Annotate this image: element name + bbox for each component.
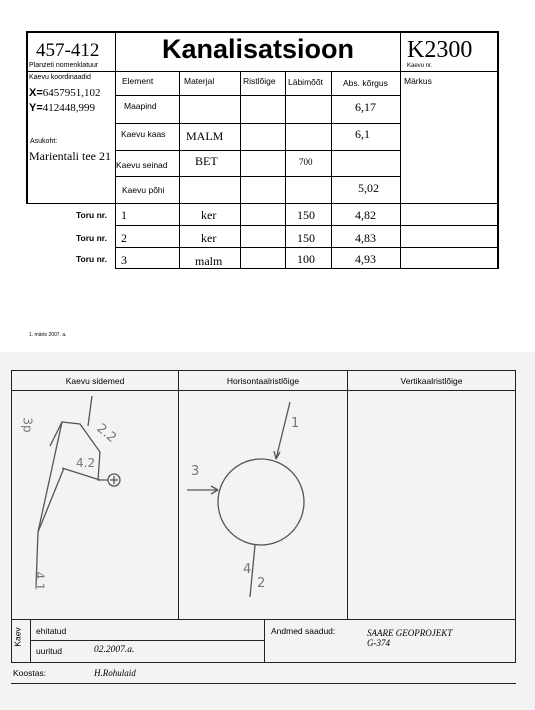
footer-surveyed-label: uuritud [36, 646, 62, 656]
footer-source-company: SAARE GEOPROJEKT [367, 628, 453, 638]
sheet-number: 457-412 [36, 40, 100, 61]
sketch-sheet [0, 352, 535, 710]
sketch-label-1: 1 [291, 416, 300, 431]
footer-source-label: Andmed saadud: [271, 626, 336, 636]
address-value: Marientali tee 21 [29, 149, 111, 163]
sketch-label-4-2: 4.2 [76, 456, 96, 470]
row-element: Kaevu põhi [122, 185, 165, 195]
sketch-label-2-bottom: 2 [257, 576, 266, 591]
pipe-material: ker [201, 231, 217, 245]
row-element: Kaevu kaas [121, 129, 166, 139]
sketch-label-2-2: 2.2 [93, 421, 120, 446]
coord-x: X=6457951,102 [29, 87, 101, 99]
section-vertical: Vertikaalristlõige [400, 376, 463, 386]
footer-surveyed-value: 02.2007.a. [94, 645, 135, 655]
row-material: BET [195, 154, 218, 168]
footer-source-code: G-374 [367, 638, 390, 648]
pipe-material: ker [201, 208, 217, 222]
well-caption: Kaevu nr. [407, 63, 433, 69]
section-connections: Kaevu sidemed [65, 376, 125, 386]
coord-y: Y=412448,999 [29, 102, 96, 114]
pipe-label: Toru nr. [76, 233, 108, 243]
connections-sketch-svg [0, 352, 535, 710]
col-header-cross: Ristlõige [243, 76, 276, 86]
pipe-label: Toru nr. [76, 210, 108, 220]
row-element: Kaevu seinad [116, 160, 168, 170]
row-diameter: 700 [299, 157, 313, 167]
pipe-abs: 4,82 [355, 208, 376, 222]
date-note: 1. märts 2007. a. [29, 332, 67, 338]
pipe-no: 1 [121, 208, 127, 222]
sketch-label-3: 3 [191, 464, 200, 479]
col-header-material: Materjal [184, 76, 215, 86]
footer-built-label: ehitatud [36, 626, 67, 636]
pipe-diameter: 100 [297, 252, 315, 266]
sketch-label-3p: 3p [20, 417, 35, 433]
row-abs: 6,17 [355, 100, 376, 114]
section-horizontal: Horisontaalristlõige [226, 376, 300, 386]
pipe-abs: 4,93 [355, 252, 376, 266]
sketch-label-4-bottom: 4 [243, 562, 252, 577]
col-header-abs: Abs. kõrgus [343, 78, 388, 88]
footer-compiled-label: Koostas: [13, 668, 47, 678]
row-material: MALM [186, 129, 224, 143]
pipe-diameter: 150 [297, 231, 315, 245]
row-abs: 5,02 [358, 181, 379, 195]
pipe-no: 2 [121, 231, 127, 245]
pipe-diameter: 150 [297, 208, 315, 222]
footer-side-label: Kaev [12, 627, 23, 647]
address-label: Asukoht: [30, 138, 58, 145]
sheet-caption: Planzeti nomenklatuur [29, 62, 99, 69]
sketch-label-4-1: 4.1 [32, 571, 47, 591]
page-title: Kanalisatsioon [161, 34, 355, 64]
col-header-diameter: Läbimõõt [288, 77, 323, 87]
row-element: Maapind [124, 101, 157, 111]
col-header-element: Element [122, 76, 154, 86]
pipe-material: malm [195, 254, 223, 268]
well-id: K2300 [407, 37, 473, 63]
col-header-note: Märkus [404, 76, 432, 86]
pipe-no: 3 [121, 253, 127, 267]
coords-label: Kaevu koordinaadid [29, 74, 91, 81]
pipe-abs: 4,83 [355, 231, 376, 245]
pipe-label: Toru nr. [76, 254, 108, 264]
row-abs: 6,1 [355, 127, 370, 141]
footer-compiled-value: H.Rohulaid [94, 668, 136, 678]
